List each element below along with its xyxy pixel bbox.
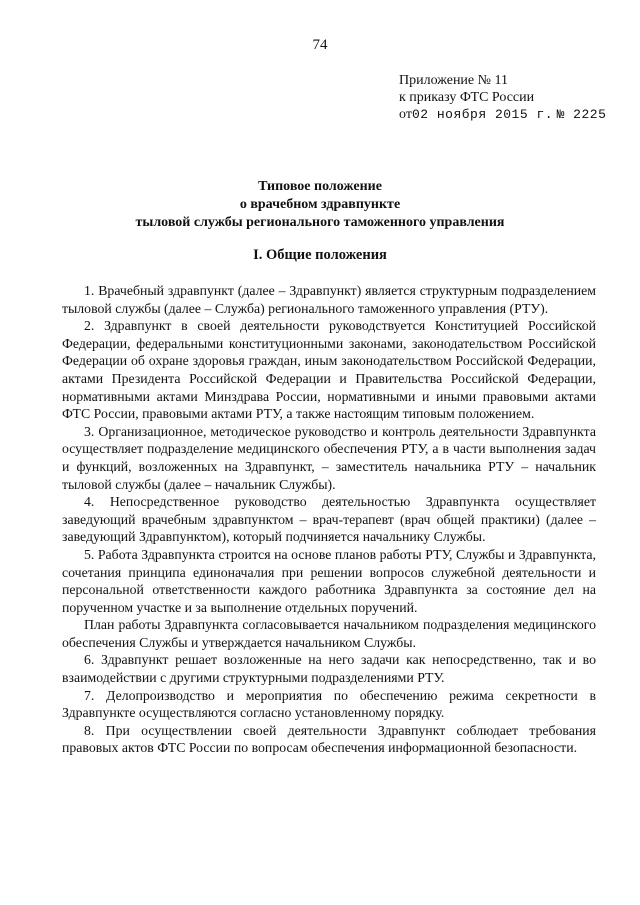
paragraph-2: 2. Здравпункт в своей деятельности руководствуется Конституцией Российской Федерации, федеральными конституционными законами, законодательством Российской Федерации об охране здоровья граждан, иным законодательством Российской Федерации, актами Президента Российской Федерации и Правительства Российской Федерации, нормативными актами Минздрава России, нормативными и иными правовыми актами ФТС России, правовыми актами РТУ, а также настоящим типовым положением. [62,318,596,422]
page-number: 74 [312,37,328,53]
paragraph-5: 5. Работа Здравпункта строится на основе планов работы РТУ, Службы и Здравпункта, сочетания принципа единоначалия при решении вопросов служебной деятельности и персональной ответственности каждого работника Здравпункта за состояние дел на порученном участке и за выполнение отдельных поручений. [62,546,596,615]
paragraph-6: 6. Здравпункт решает возложенные на него задачи как непосредственно, так и во взаимодействии с другими структурными подразделениями РТУ. [62,652,596,686]
section-heading: I. Общие положения [253,247,387,263]
paragraph-3: 3. Организационное, методическое руководство и контроль деятельности Здравпункта осуществляет подразделение медицинского обеспечения РТУ, а в части выполнения задач и функций, возложенных на Здравпункт, – заместитель начальника РТУ – начальник тыловой службы (далее – начальник Службы). [62,423,596,492]
appendix-reference [399,72,629,123]
document-body [62,282,596,757]
document-title [0,178,640,232]
appendix-date-prefix: от [399,107,412,122]
paragraph-7: 7. Делопроизводство и мероприятия по обеспечению режима секретности в Здравпункте осуществляются согласно установленному порядку. [62,687,596,721]
title-line-1: Типовое положение [258,179,382,194]
appendix-number: Приложение № 11 [399,73,508,88]
appendix-order-number: № 2225 [556,107,607,122]
title-line-2: о врачебном здравпункте [239,197,401,212]
paragraph-8: 8. При осуществлении своей деятельности Здравпункт соблюдает требования правовых актов ФТС России по вопросам обеспечения информационной безопасности. [62,722,596,756]
appendix-date: 02 ноября 2015 г. [411,107,554,122]
paragraph-4: 4. Непосредственное руководство деятельностью Здравпункта осуществляет заведующий врачебным здравпунктом – врач-терапевт (врач общей практики) (далее – заведующий Здравпунктом), который подчиняется начальнику Службы. [62,494,596,545]
title-line-3: тыловой службы регионального таможенного управления [135,215,505,230]
paragraph-5-plan: План работы Здравпункта согласовывается начальником подразделения медицинского обеспечения Службы и утверждается начальником Службы. [62,617,596,650]
paragraph-1: 1. Врачебный здравпункт (далее – Здравпункт) является структурным подразделением тыловой службы (далее – Служба) регионального таможенного управления (РТУ). [62,283,596,316]
appendix-date-line [399,106,629,123]
appendix-order: к приказу ФТС России [399,90,535,105]
